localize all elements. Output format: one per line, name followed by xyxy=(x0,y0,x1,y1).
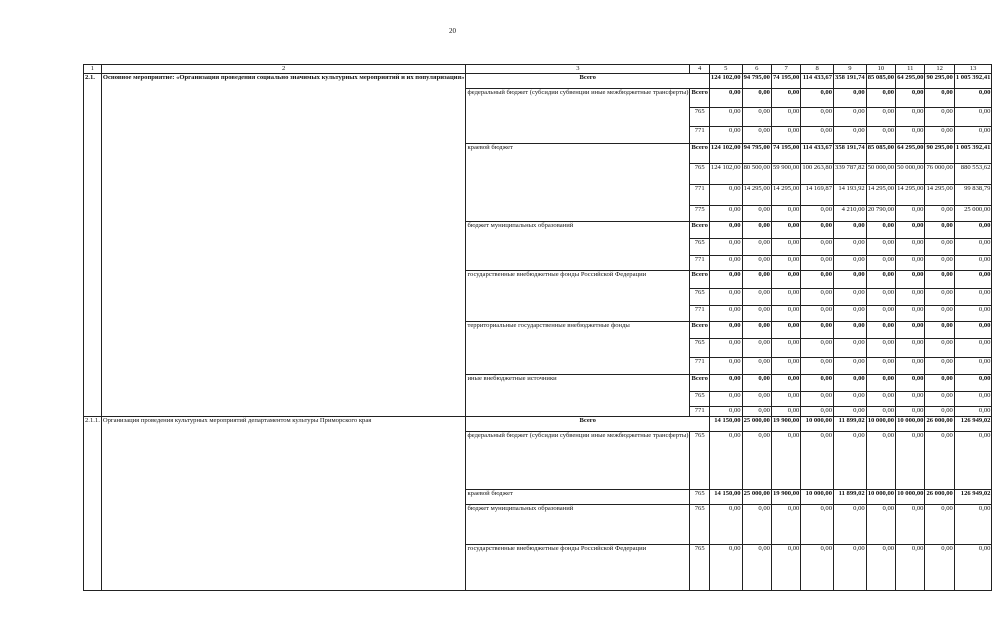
value-cell: 0,00 xyxy=(709,222,742,239)
budget-code: 765 xyxy=(690,164,709,185)
value-cell: 0,00 xyxy=(925,306,954,322)
budget-code: 775 xyxy=(690,206,709,222)
value-cell: 0,00 xyxy=(742,256,771,271)
budget-code: Всего xyxy=(690,222,709,239)
value-cell: 14 150,00 xyxy=(709,490,742,505)
value-cell: 0,00 xyxy=(834,392,867,407)
value-cell: 0,00 xyxy=(954,358,992,375)
value-cell: 0,00 xyxy=(866,392,895,407)
column-number-header: 1 xyxy=(84,65,102,74)
value-cell: 0,00 xyxy=(801,322,834,339)
column-number-header: 8 xyxy=(801,65,834,74)
value-cell: 0,00 xyxy=(925,339,954,358)
value-cell: 0,00 xyxy=(896,222,925,239)
value-cell: 0,00 xyxy=(954,108,992,127)
budget-code: Всего xyxy=(690,144,709,164)
value-cell: 0,00 xyxy=(742,358,771,375)
value-cell: 0,00 xyxy=(954,306,992,322)
value-cell: 0,00 xyxy=(896,432,925,490)
value-cell: 0,00 xyxy=(954,256,992,271)
value-cell: 0,00 xyxy=(896,289,925,306)
total-label: Всего xyxy=(466,417,709,432)
value-cell: 0,00 xyxy=(954,339,992,358)
value-cell: 0,00 xyxy=(896,505,925,545)
value-cell: 0,00 xyxy=(954,392,992,407)
value-cell: 0,00 xyxy=(771,89,800,108)
budget-code: Всего xyxy=(690,322,709,339)
value-cell: 0,00 xyxy=(925,206,954,222)
value-cell: 0,00 xyxy=(742,127,771,144)
value-cell: 0,00 xyxy=(709,239,742,256)
value-cell: 0,00 xyxy=(834,127,867,144)
value-cell: 0,00 xyxy=(742,239,771,256)
funding-source-name: иные внебюджетные источники xyxy=(466,375,690,417)
column-number-header: 2 xyxy=(101,65,466,74)
funding-table xyxy=(83,64,992,591)
budget-code: 765 xyxy=(690,432,709,490)
value-cell: 0,00 xyxy=(801,505,834,545)
value-cell: 64 295,00 xyxy=(896,74,925,89)
value-cell: 0,00 xyxy=(954,89,992,108)
value-cell: 74 195,00 xyxy=(771,74,800,89)
value-cell: 1 005 392,41 xyxy=(954,144,992,164)
funding-source-name: бюджет муниципальных образований xyxy=(466,222,690,271)
value-cell: 0,00 xyxy=(771,407,800,417)
funding-source-name: территориальные государственные внебюджетные фонды xyxy=(466,322,690,375)
value-cell: 0,00 xyxy=(925,271,954,289)
table-row xyxy=(84,74,992,89)
value-cell: 0,00 xyxy=(709,407,742,417)
value-cell: 0,00 xyxy=(896,127,925,144)
value-cell: 10 000,00 xyxy=(866,417,895,432)
value-cell: 0,00 xyxy=(709,322,742,339)
value-cell: 0,00 xyxy=(771,358,800,375)
activity-code: 2.1. xyxy=(84,74,102,417)
budget-code: 771 xyxy=(690,358,709,375)
value-cell: 0,00 xyxy=(801,407,834,417)
budget-code: 765 xyxy=(690,490,709,505)
value-cell: 0,00 xyxy=(925,239,954,256)
value-cell: 0,00 xyxy=(801,392,834,407)
value-cell: 124 102,00 xyxy=(709,164,742,185)
value-cell: 0,00 xyxy=(896,322,925,339)
column-number-header: 11 xyxy=(896,65,925,74)
value-cell: 0,00 xyxy=(742,271,771,289)
value-cell: 0,00 xyxy=(834,289,867,306)
activity-name: Организация проведения культурных мероприятий департаментом культуры Приморского края xyxy=(101,417,466,591)
value-cell: 1 005 392,41 xyxy=(954,74,992,89)
value-cell: 74 195,00 xyxy=(771,144,800,164)
total-label: Всего xyxy=(466,74,709,89)
value-cell: 0,00 xyxy=(771,108,800,127)
value-cell: 358 191,74 xyxy=(834,74,867,89)
value-cell: 0,00 xyxy=(709,306,742,322)
funding-source-name: краевой бюджет xyxy=(466,490,690,505)
value-cell: 0,00 xyxy=(896,271,925,289)
value-cell: 14 150,00 xyxy=(709,417,742,432)
value-cell: 0,00 xyxy=(896,306,925,322)
value-cell: 0,00 xyxy=(709,339,742,358)
value-cell: 0,00 xyxy=(925,392,954,407)
funding-source-name: государственные внебюджетные фонды Российской Федерации xyxy=(466,271,690,322)
value-cell: 0,00 xyxy=(925,127,954,144)
value-cell: 0,00 xyxy=(771,289,800,306)
value-cell: 114 433,67 xyxy=(801,144,834,164)
value-cell: 90 295,00 xyxy=(925,144,954,164)
value-cell: 25 000,00 xyxy=(742,417,771,432)
value-cell: 0,00 xyxy=(866,239,895,256)
value-cell: 0,00 xyxy=(925,256,954,271)
value-cell: 90 295,00 xyxy=(925,74,954,89)
value-cell: 0,00 xyxy=(834,375,867,392)
activity-code: 2.1.1. xyxy=(84,417,102,591)
value-cell: 0,00 xyxy=(954,432,992,490)
value-cell: 14 295,00 xyxy=(771,185,800,206)
value-cell: 0,00 xyxy=(742,407,771,417)
value-cell: 0,00 xyxy=(834,432,867,490)
value-cell: 0,00 xyxy=(742,89,771,108)
value-cell: 0,00 xyxy=(709,206,742,222)
value-cell: 0,00 xyxy=(771,545,800,591)
value-cell: 25 000,00 xyxy=(742,490,771,505)
value-cell: 0,00 xyxy=(896,339,925,358)
value-cell: 0,00 xyxy=(866,505,895,545)
value-cell: 0,00 xyxy=(866,545,895,591)
budget-code: 765 xyxy=(690,339,709,358)
value-cell: 0,00 xyxy=(709,108,742,127)
value-cell: 0,00 xyxy=(896,89,925,108)
value-cell: 0,00 xyxy=(866,256,895,271)
value-cell: 0,00 xyxy=(866,271,895,289)
value-cell: 85 085,00 xyxy=(866,144,895,164)
value-cell: 0,00 xyxy=(771,222,800,239)
budget-code: 765 xyxy=(690,289,709,306)
value-cell: 0,00 xyxy=(709,289,742,306)
value-cell: 339 787,82 xyxy=(834,164,867,185)
value-cell: 64 295,00 xyxy=(896,144,925,164)
budget-code: 771 xyxy=(690,185,709,206)
value-cell: 0,00 xyxy=(954,289,992,306)
value-cell: 0,00 xyxy=(709,256,742,271)
value-cell: 0,00 xyxy=(771,306,800,322)
budget-code: 771 xyxy=(690,306,709,322)
value-cell: 14 295,00 xyxy=(896,185,925,206)
value-cell: 0,00 xyxy=(709,358,742,375)
budget-code: Всего xyxy=(690,89,709,108)
value-cell: 0,00 xyxy=(866,339,895,358)
value-cell: 0,00 xyxy=(709,127,742,144)
value-cell: 14 169,87 xyxy=(801,185,834,206)
column-number-header: 12 xyxy=(925,65,954,74)
value-cell: 0,00 xyxy=(709,271,742,289)
value-cell: 10 000,00 xyxy=(801,417,834,432)
value-cell: 14 295,00 xyxy=(742,185,771,206)
funding-source-name: федеральный бюджет (субсидии субвенции иные межбюджетные трансферты) xyxy=(466,89,690,144)
value-cell: 11 899,02 xyxy=(834,417,867,432)
value-cell: 0,00 xyxy=(866,108,895,127)
value-cell: 0,00 xyxy=(896,545,925,591)
budget-code: 765 xyxy=(690,505,709,545)
value-cell: 0,00 xyxy=(801,256,834,271)
value-cell: 0,00 xyxy=(709,89,742,108)
value-cell: 0,00 xyxy=(771,127,800,144)
funding-source-name: федеральный бюджет (субсидии субвенции иные межбюджетные трансферты) xyxy=(466,432,690,490)
value-cell: 0,00 xyxy=(801,89,834,108)
value-cell: 0,00 xyxy=(801,545,834,591)
value-cell: 76 000,00 xyxy=(925,164,954,185)
value-cell: 0,00 xyxy=(834,108,867,127)
value-cell: 20 790,00 xyxy=(866,206,895,222)
value-cell: 0,00 xyxy=(866,407,895,417)
value-cell: 25 000,00 xyxy=(954,206,992,222)
value-cell: 0,00 xyxy=(834,89,867,108)
value-cell: 0,00 xyxy=(954,271,992,289)
value-cell: 0,00 xyxy=(801,206,834,222)
value-cell: 0,00 xyxy=(834,322,867,339)
budget-code: 765 xyxy=(690,108,709,127)
value-cell: 0,00 xyxy=(801,271,834,289)
value-cell: 14 295,00 xyxy=(925,185,954,206)
column-number-header: 13 xyxy=(954,65,992,74)
value-cell: 4 210,00 xyxy=(834,206,867,222)
table-row xyxy=(84,417,992,432)
value-cell: 0,00 xyxy=(834,239,867,256)
value-cell: 0,00 xyxy=(954,322,992,339)
value-cell: 0,00 xyxy=(866,432,895,490)
value-cell: 0,00 xyxy=(896,392,925,407)
value-cell: 26 000,00 xyxy=(925,417,954,432)
value-cell: 14 295,00 xyxy=(866,185,895,206)
page-number: 20 xyxy=(449,27,456,35)
value-cell: 26 000,00 xyxy=(925,490,954,505)
value-cell: 0,00 xyxy=(834,505,867,545)
value-cell: 0,00 xyxy=(742,505,771,545)
column-number-header: 10 xyxy=(866,65,895,74)
value-cell: 94 795,00 xyxy=(742,74,771,89)
value-cell: 59 900,00 xyxy=(771,164,800,185)
value-cell: 0,00 xyxy=(771,392,800,407)
value-cell: 0,00 xyxy=(742,306,771,322)
value-cell: 0,00 xyxy=(896,206,925,222)
value-cell: 0,00 xyxy=(801,127,834,144)
value-cell: 0,00 xyxy=(954,505,992,545)
budget-code: 765 xyxy=(690,392,709,407)
value-cell: 0,00 xyxy=(834,222,867,239)
value-cell: 0,00 xyxy=(742,108,771,127)
value-cell: 50 000,00 xyxy=(896,164,925,185)
value-cell: 0,00 xyxy=(834,545,867,591)
value-cell: 0,00 xyxy=(709,392,742,407)
value-cell: 0,00 xyxy=(834,339,867,358)
activity-name: Основное мероприятие: «Организация проведения социально значимых культурных мероприятий и их популяризация» xyxy=(101,74,466,417)
value-cell: 19 900,00 xyxy=(771,417,800,432)
value-cell: 99 838,79 xyxy=(954,185,992,206)
budget-code: 771 xyxy=(690,407,709,417)
value-cell: 0,00 xyxy=(709,432,742,490)
column-number-header: 9 xyxy=(834,65,867,74)
value-cell: 0,00 xyxy=(834,358,867,375)
value-cell: 0,00 xyxy=(801,289,834,306)
value-cell: 358 191,74 xyxy=(834,144,867,164)
value-cell: 0,00 xyxy=(925,505,954,545)
budget-code: 765 xyxy=(690,545,709,591)
value-cell: 0,00 xyxy=(866,222,895,239)
value-cell: 0,00 xyxy=(742,392,771,407)
value-cell: 0,00 xyxy=(896,239,925,256)
column-number-header: 7 xyxy=(771,65,800,74)
value-cell: 0,00 xyxy=(742,222,771,239)
value-cell: 11 899,02 xyxy=(834,490,867,505)
value-cell: 0,00 xyxy=(771,239,800,256)
value-cell: 0,00 xyxy=(742,322,771,339)
value-cell: 0,00 xyxy=(925,375,954,392)
value-cell: 0,00 xyxy=(925,108,954,127)
value-cell: 0,00 xyxy=(896,256,925,271)
value-cell: 10 000,00 xyxy=(866,490,895,505)
value-cell: 0,00 xyxy=(896,407,925,417)
value-cell: 0,00 xyxy=(954,545,992,591)
value-cell: 0,00 xyxy=(925,89,954,108)
value-cell: 0,00 xyxy=(801,108,834,127)
value-cell: 0,00 xyxy=(771,505,800,545)
value-cell: 0,00 xyxy=(709,545,742,591)
value-cell: 10 000,00 xyxy=(896,417,925,432)
value-cell: 0,00 xyxy=(925,289,954,306)
value-cell: 0,00 xyxy=(771,256,800,271)
value-cell: 100 263,80 xyxy=(801,164,834,185)
funding-source-name: краевой бюджет xyxy=(466,144,690,222)
value-cell: 0,00 xyxy=(866,89,895,108)
value-cell: 0,00 xyxy=(834,271,867,289)
column-number-header: 4 xyxy=(690,65,709,74)
budget-code: 765 xyxy=(690,239,709,256)
value-cell: 0,00 xyxy=(954,407,992,417)
value-cell: 0,00 xyxy=(801,339,834,358)
value-cell: 0,00 xyxy=(896,358,925,375)
value-cell: 0,00 xyxy=(925,432,954,490)
value-cell: 0,00 xyxy=(801,358,834,375)
value-cell: 0,00 xyxy=(866,358,895,375)
value-cell: 0,00 xyxy=(771,206,800,222)
value-cell: 124 102,00 xyxy=(709,74,742,89)
value-cell: 0,00 xyxy=(866,289,895,306)
value-cell: 0,00 xyxy=(742,545,771,591)
value-cell: 0,00 xyxy=(709,375,742,392)
table-row xyxy=(84,65,992,74)
value-cell: 0,00 xyxy=(742,289,771,306)
value-cell: 0,00 xyxy=(771,339,800,358)
value-cell: 0,00 xyxy=(896,375,925,392)
value-cell: 0,00 xyxy=(771,322,800,339)
value-cell: 0,00 xyxy=(954,222,992,239)
value-cell: 0,00 xyxy=(742,339,771,358)
value-cell: 0,00 xyxy=(954,239,992,256)
column-number-header: 6 xyxy=(742,65,771,74)
value-cell: 126 949,02 xyxy=(954,417,992,432)
value-cell: 0,00 xyxy=(866,306,895,322)
value-cell: 0,00 xyxy=(801,222,834,239)
value-cell: 0,00 xyxy=(954,127,992,144)
value-cell: 0,00 xyxy=(742,206,771,222)
value-cell: 0,00 xyxy=(834,306,867,322)
budget-code: 771 xyxy=(690,256,709,271)
value-cell: 0,00 xyxy=(709,505,742,545)
value-cell: 0,00 xyxy=(896,108,925,127)
value-cell: 10 000,00 xyxy=(896,490,925,505)
value-cell: 0,00 xyxy=(834,407,867,417)
value-cell: 50 000,00 xyxy=(866,164,895,185)
value-cell: 0,00 xyxy=(801,306,834,322)
value-cell: 0,00 xyxy=(925,358,954,375)
funding-source-name: государственные внебюджетные фонды Российской Федерации xyxy=(466,545,690,591)
value-cell: 14 193,92 xyxy=(834,185,867,206)
value-cell: 0,00 xyxy=(925,222,954,239)
value-cell: 0,00 xyxy=(801,432,834,490)
value-cell: 0,00 xyxy=(866,375,895,392)
value-cell: 0,00 xyxy=(925,545,954,591)
value-cell: 0,00 xyxy=(801,239,834,256)
funding-source-name: бюджет муниципальных образований xyxy=(466,505,690,545)
budget-code: 771 xyxy=(690,127,709,144)
value-cell: 94 795,00 xyxy=(742,144,771,164)
value-cell: 880 553,62 xyxy=(954,164,992,185)
value-cell: 0,00 xyxy=(801,375,834,392)
budget-code: Всего xyxy=(690,271,709,289)
value-cell: 0,00 xyxy=(771,375,800,392)
value-cell: 0,00 xyxy=(866,127,895,144)
column-number-header: 5 xyxy=(709,65,742,74)
value-cell: 0,00 xyxy=(954,375,992,392)
value-cell: 0,00 xyxy=(742,432,771,490)
value-cell: 114 433,67 xyxy=(801,74,834,89)
value-cell: 19 900,00 xyxy=(771,490,800,505)
budget-code: Всего xyxy=(690,375,709,392)
value-cell: 0,00 xyxy=(709,185,742,206)
value-cell: 126 949,02 xyxy=(954,490,992,505)
value-cell: 80 500,00 xyxy=(742,164,771,185)
value-cell: 85 085,00 xyxy=(866,74,895,89)
value-cell: 10 000,00 xyxy=(801,490,834,505)
value-cell: 0,00 xyxy=(925,407,954,417)
value-cell: 0,00 xyxy=(742,375,771,392)
column-number-header: 3 xyxy=(466,65,690,74)
value-cell: 0,00 xyxy=(866,322,895,339)
value-cell: 124 102,00 xyxy=(709,144,742,164)
value-cell: 0,00 xyxy=(771,432,800,490)
value-cell: 0,00 xyxy=(834,256,867,271)
value-cell: 0,00 xyxy=(771,271,800,289)
value-cell: 0,00 xyxy=(925,322,954,339)
